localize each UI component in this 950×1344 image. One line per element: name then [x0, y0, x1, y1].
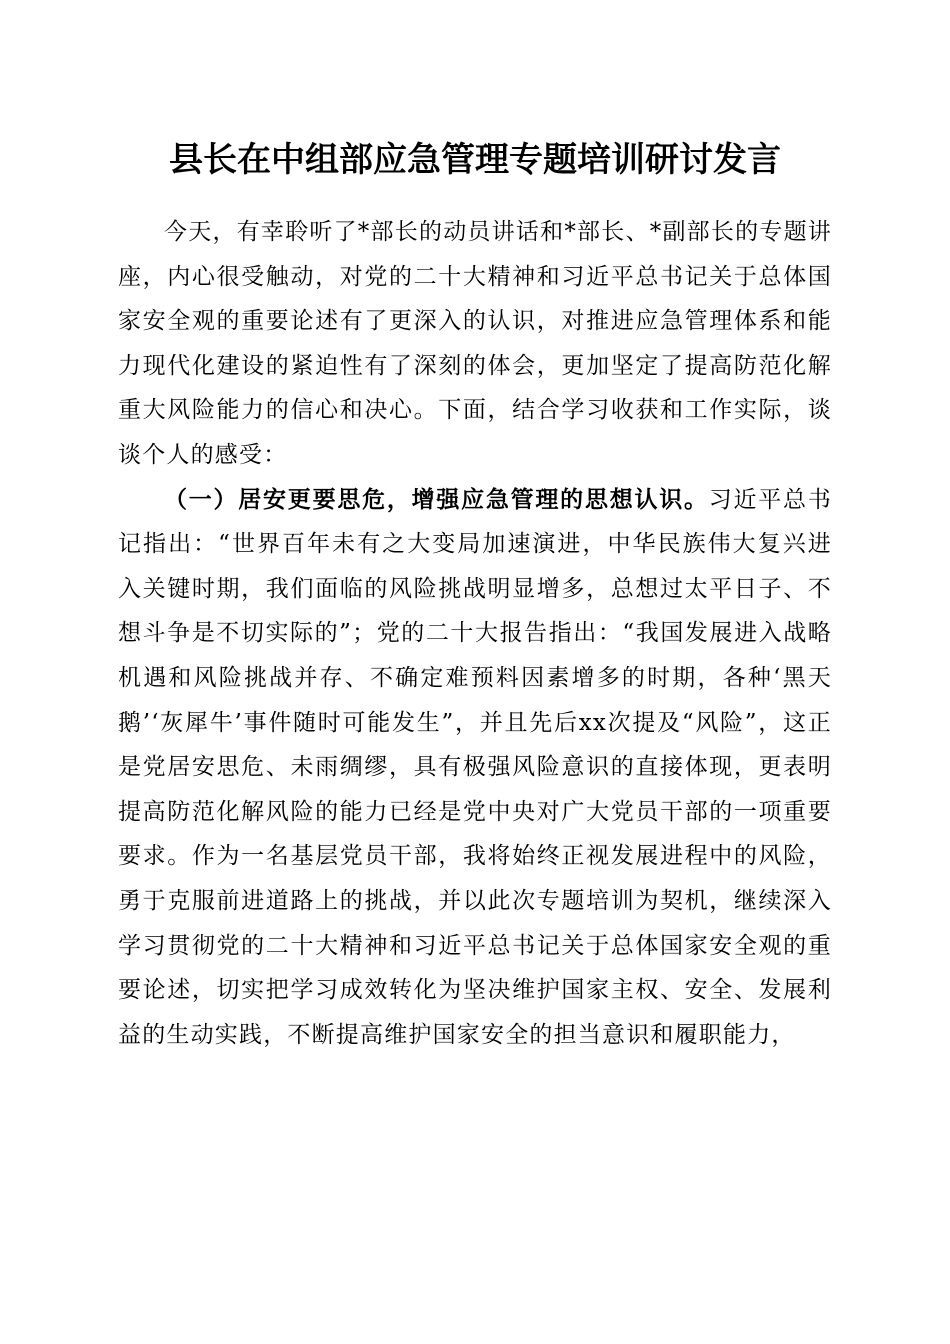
- intro-paragraph: 今天，有幸聆听了*部长的动员讲话和*部长、*副部长的专题讲座，内心很受触动，对党的二十大精神和习近平总书记关于总体国家安全观的重要论述有了更深入的认识，对推进应急管理体系和能力现代化建设的紧迫性有了深刻的体会，更加坚定了提高防范化解重大风险能力的信心和决心。下面，结合学习收获和工作实际，谈谈个人的感受：: [118, 219, 832, 468]
- document-body: [118, 210, 832, 1057]
- section-one-paragraph: [118, 478, 832, 1058]
- section-one-text: 习近平总书记指出：“世界百年未有之大变局加速演进，中华民族伟大复兴进入关键时期，我们面临的风险挑战明显增多，总想过太平日子、不想斗争是不切实际的”；党的二十大报告指出：“我国发展进入战略机遇和风险挑战并存、不确定难预料因素增多的时期，各种‘黑天鹅’‘灰犀牛’事件随时可能发生”，并且先后xx次提及“风险”，这正是党居安思危、未雨绸缪，具有极强风险意识的直接体现，更表明提高防范化解风险的能力已经是党中央对广大党员干部的一项重要要求。作为一名基层党员干部，我将始终正视发展进程中的风险，勇于克服前进道路上的挑战，并以此次专题培训为契机，继续深入学习贯彻党的二十大精神和习近平总书记关于总体国家安全观的重要论述，切实把学习成效转化为坚决维护国家主权、安全、发展利益的生动实践，不断提高维护国家安全的担当意识和履职能力，: [118, 486, 832, 1048]
- document-title: 县长在中组部应急管理专题培训研讨发言: [169, 140, 781, 180]
- section-one-heading: （一）居安更要思危，增强应急管理的思想认识。: [164, 485, 709, 513]
